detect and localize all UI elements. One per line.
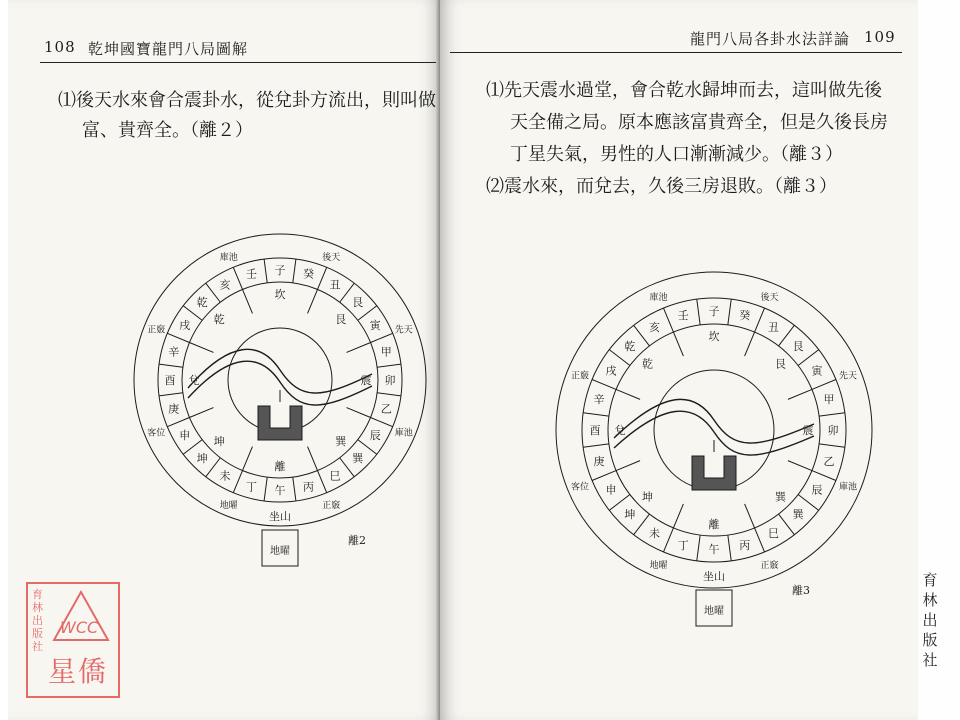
mountain-label: 丁 xyxy=(246,480,258,494)
compass-ring-1 xyxy=(654,370,774,490)
mountain-label: 寅 xyxy=(369,319,381,332)
mountain-label: 丙 xyxy=(302,480,314,494)
trigram-divider xyxy=(616,389,640,399)
mountain-label: 巽 xyxy=(792,508,804,522)
mountain-divider xyxy=(663,308,673,332)
mountain-label: 乙 xyxy=(823,454,835,468)
mountain-divider xyxy=(755,528,765,552)
right-compass-diagram xyxy=(490,210,890,617)
trigram-label: 艮 xyxy=(774,357,786,371)
right-page xyxy=(440,0,918,720)
trigram-label: 乾 xyxy=(213,313,225,327)
stamp-logo-text: WCC xyxy=(60,618,99,637)
outer-ring-label: 正竅 xyxy=(760,560,779,571)
mountain-divider xyxy=(728,299,731,325)
mountain-divider xyxy=(293,259,296,283)
mountain-label: 巳 xyxy=(329,469,341,483)
trigram-divider xyxy=(745,332,755,356)
mountain-label: 申 xyxy=(179,429,191,442)
mountain-label: 午 xyxy=(274,484,286,497)
mountain-divider xyxy=(377,393,401,396)
trigram-divider xyxy=(745,504,755,528)
outer-ring-label: 庫池 xyxy=(219,253,238,264)
stamp-side-text: 育林出版社 xyxy=(32,588,43,653)
mountain-label: 酉 xyxy=(164,374,176,387)
mountain-label: 庚 xyxy=(593,454,605,468)
mountain-label: 未 xyxy=(219,469,231,483)
bottom-tag-label: 地曜 xyxy=(270,546,290,557)
mountain-divider xyxy=(634,325,650,346)
mountain-divider xyxy=(663,528,673,552)
mountain-label: 戌 xyxy=(605,364,617,378)
outer-ring-label: 地曜 xyxy=(219,500,238,511)
trigram-divider xyxy=(308,447,318,471)
trigram-divider xyxy=(189,408,213,418)
trigram-label: 巽 xyxy=(335,434,347,448)
mountain-divider xyxy=(206,283,221,302)
mountain-divider xyxy=(264,259,267,283)
stamp-name: 星僑 xyxy=(48,655,109,688)
outer-ring-label: 客位 xyxy=(147,428,166,439)
mountain-label: 未 xyxy=(649,527,660,541)
outer-ring-label: 庫池 xyxy=(649,293,668,304)
outer-ring-label: 庫池 xyxy=(838,482,857,493)
mountain-label: 巳 xyxy=(768,527,779,541)
right-running-title: 龍門八局各卦水法詳論 xyxy=(690,30,851,48)
left-page-number: 108 xyxy=(44,38,76,56)
mountain-divider xyxy=(819,413,845,416)
right-header-rule xyxy=(450,52,902,53)
publisher-name: 育林出版社 xyxy=(922,571,938,669)
mountain-divider xyxy=(293,477,296,501)
right-paragraph-line-4: ⑵震水來，而兌去，久後三房退敗。（離３） xyxy=(486,176,837,197)
trigram-divider xyxy=(242,447,252,471)
mountain-label: 戌 xyxy=(179,319,191,332)
outer-ring-label: 庫池 xyxy=(394,428,413,439)
mountain-label: 丑 xyxy=(768,320,779,334)
mountain-divider xyxy=(318,471,327,493)
trigram-divider xyxy=(673,504,683,528)
mountain-label: 甲 xyxy=(380,345,392,359)
trigram-divider xyxy=(189,342,213,352)
trigram-divider xyxy=(616,461,640,471)
mountain-label: 艮 xyxy=(792,339,804,353)
mountain-divider xyxy=(592,379,616,389)
trigram-divider xyxy=(788,389,812,399)
mountain-divider xyxy=(812,471,836,481)
mountain-divider xyxy=(583,413,609,416)
mountain-divider xyxy=(583,444,609,447)
mountain-divider xyxy=(634,514,650,535)
trigram-divider xyxy=(673,332,683,356)
left-paragraph-line-2: 富、貴齊全。（離２） xyxy=(82,120,253,141)
mountain-divider xyxy=(206,458,221,477)
outer-ring-label: 後天 xyxy=(760,293,779,304)
trigram-label: 震 xyxy=(802,424,814,437)
left-paragraph-line-1: ⑴後天水來會合震卦水，從兌卦方流出，則叫做 xyxy=(58,90,436,111)
outer-ring-label: 先天 xyxy=(394,325,413,336)
trigram-label: 離 xyxy=(708,518,720,531)
trigram-label: 艮 xyxy=(335,313,347,327)
right-paragraph-line-3: 丁星失氣，男性的人口漸漸減少。（離３） xyxy=(510,144,843,165)
compass-ring-2 xyxy=(182,282,378,478)
trigram-divider xyxy=(347,342,371,352)
mountain-label: 巽 xyxy=(352,451,364,465)
mountain-label: 辛 xyxy=(593,393,605,407)
trigram-label: 坤 xyxy=(213,434,225,448)
trigram-label: 兌 xyxy=(614,424,626,437)
mountain-divider xyxy=(159,364,183,367)
mountain-label: 壬 xyxy=(677,309,689,323)
trigram-label: 巽 xyxy=(774,490,786,504)
water-course xyxy=(188,349,372,393)
mountain-divider xyxy=(377,364,401,367)
outer-ring-label: 先天 xyxy=(838,371,857,382)
mountain-label: 卯 xyxy=(827,424,839,437)
trigram-divider xyxy=(788,461,812,471)
trigram-label: 坎 xyxy=(274,288,286,301)
mountain-label: 辰 xyxy=(369,429,381,442)
seat-mountain-label: 坐山 xyxy=(269,510,291,523)
mountain-divider xyxy=(819,444,845,447)
mountain-divider xyxy=(167,418,189,427)
left-compass-diagram xyxy=(84,180,444,557)
compass-ring-1 xyxy=(228,328,332,432)
right-paragraph-line-1: ⑴先天震水過堂，會合乾水歸坤而去，這叫做先後 xyxy=(486,80,882,101)
mountain-divider xyxy=(233,471,242,493)
mountain-label: 癸 xyxy=(302,267,314,281)
outer-ring-label: 正竅 xyxy=(147,325,166,336)
mountain-label: 乙 xyxy=(380,402,392,416)
mountain-divider xyxy=(159,393,183,396)
left-running-title: 乾坤國寶龍門八局圖解 xyxy=(88,40,249,58)
outer-ring-label: 地曜 xyxy=(649,560,668,571)
mountain-label: 辛 xyxy=(168,345,180,359)
mountain-label: 艮 xyxy=(352,296,364,310)
mountain-divider xyxy=(233,267,242,289)
right-figure-label: 離3 xyxy=(792,584,810,597)
outer-ring-label: 客位 xyxy=(571,482,590,493)
compass-ring-4 xyxy=(556,272,872,588)
mountain-label: 丑 xyxy=(329,278,341,292)
trigram-label: 坤 xyxy=(642,490,654,504)
trigram-label: 兌 xyxy=(188,374,200,387)
house-symbol xyxy=(258,406,302,440)
mountain-label: 庚 xyxy=(168,402,180,416)
compass-ring-2 xyxy=(608,324,820,536)
mountain-label: 乾 xyxy=(196,296,208,310)
trigram-label: 離 xyxy=(274,460,286,473)
left-figure-label: 離2 xyxy=(348,534,366,547)
mountain-divider xyxy=(728,535,731,561)
right-paragraph-line-2: 天全備之局。原本應該富貴齊全，但是久後長房 xyxy=(510,112,888,133)
outer-ring-label: 正竅 xyxy=(571,371,590,382)
mountain-divider xyxy=(592,471,616,481)
trigram-label: 乾 xyxy=(642,357,654,371)
trigram-label: 震 xyxy=(360,374,372,387)
outer-ring-label: 正竅 xyxy=(322,500,341,511)
mountain-label: 癸 xyxy=(739,309,751,323)
mountain-divider xyxy=(812,379,836,389)
bottom-tag-label: 地曜 xyxy=(704,606,724,617)
mountain-label: 丁 xyxy=(677,538,689,552)
trigram-divider xyxy=(242,289,252,313)
mountain-label: 亥 xyxy=(219,278,231,292)
mountain-label: 酉 xyxy=(589,424,601,437)
mountain-label: 壬 xyxy=(246,267,258,281)
mountain-divider xyxy=(264,477,267,501)
mountain-label: 乾 xyxy=(624,339,636,353)
mountain-divider xyxy=(697,299,700,325)
left-header-rule xyxy=(40,62,440,63)
right-page-number: 109 xyxy=(864,28,896,46)
mountain-label: 辰 xyxy=(811,483,823,497)
mountain-label: 子 xyxy=(274,264,286,277)
compass-ring-4 xyxy=(134,234,426,526)
mountain-label: 亥 xyxy=(649,320,660,334)
seat-mountain-label: 坐山 xyxy=(703,570,725,583)
mountain-label: 寅 xyxy=(811,364,823,378)
mountain-label: 甲 xyxy=(823,393,835,407)
mountain-label: 子 xyxy=(708,305,720,318)
trigram-divider xyxy=(347,408,371,418)
mountain-label: 卯 xyxy=(384,374,396,387)
mountain-label: 午 xyxy=(708,543,720,556)
mountain-label: 申 xyxy=(605,483,617,497)
mountain-label: 坤 xyxy=(196,451,208,465)
mountain-divider xyxy=(371,333,393,342)
mountain-divider xyxy=(318,267,327,289)
trigram-label: 坎 xyxy=(708,330,720,343)
mountain-label: 坤 xyxy=(624,508,636,522)
mountain-label: 丙 xyxy=(739,538,751,552)
trigram-divider xyxy=(308,289,318,313)
outer-ring-label: 後天 xyxy=(322,253,341,264)
house-symbol xyxy=(692,456,736,490)
mountain-divider xyxy=(755,308,765,332)
mountain-divider xyxy=(167,333,189,342)
water-course xyxy=(614,399,814,443)
mountain-divider xyxy=(697,535,700,561)
watermark-stamp xyxy=(26,582,120,698)
mountain-divider xyxy=(371,418,393,427)
